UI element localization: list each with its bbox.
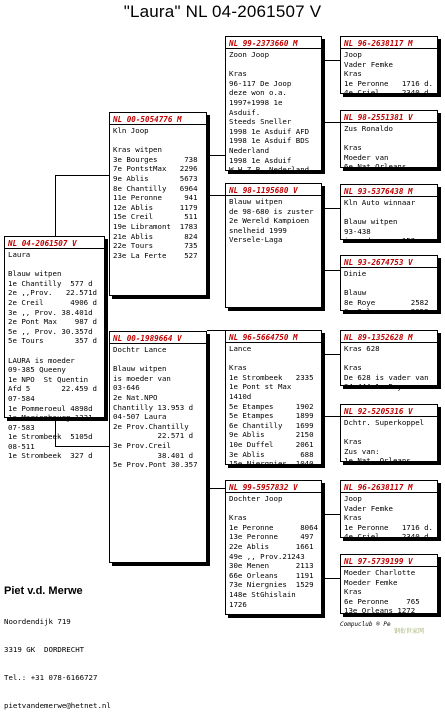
page-title: "Laura" NL 04-2061507 V (123, 2, 322, 21)
pedigree-card-sdd (340, 255, 438, 317)
breeder-phone: Tel.: +31 078-6166727 (4, 673, 98, 683)
connector-line (322, 514, 340, 515)
connector-line (55, 175, 56, 236)
card-details: Moeder Charlotte Moeder Femke Kras 6e Peronne 765 13e Orleans 1272 (344, 568, 420, 616)
connector-line (322, 208, 340, 209)
pedigree-card-ddd (340, 554, 438, 614)
card-details: Zus Ronaldo Kras Moeder van 6e Nat.Orleans (344, 124, 407, 172)
card-details: Blauw witpen de 98-680 is zuster 2e Wereld Kampioen snelheid 1999 Versele-Laga (229, 197, 314, 245)
watermark: 钢衔世家网 (394, 628, 425, 635)
connector-line (322, 416, 340, 417)
connector-line (322, 578, 340, 579)
ring-number: NL 99-5957832 V (226, 481, 321, 493)
card-details: Joop Vader Femke Kras 1e Peronne 1716 d. 4e Criel 2340 d. (344, 494, 433, 542)
pedigree-card-dds (340, 480, 438, 542)
connector-line (207, 155, 225, 156)
breeder-name: Piet v.d. Merwe (4, 584, 83, 597)
pedigree-card-sire-sire (225, 36, 322, 175)
pedigree-card-sss (340, 36, 438, 98)
connector-line (322, 122, 340, 123)
ring-number: NL 96-2638117 M (341, 481, 437, 493)
card-details: Lance Kras 1e Strombeek 2335 1e Pont st Max 1410d 5e Etampes 1902 5e Etampes 1899 6e Chantilly 1699 9e Ablis 2150 10e Duffel 2061 3e Ablis 688 15e Niergnies 1040 (229, 344, 314, 469)
connector-line (55, 175, 109, 176)
ring-number: NL 96-5664750 M (226, 331, 321, 343)
pedigree-card-dam-sire (225, 330, 322, 469)
connector-line (322, 270, 340, 271)
ring-number: NL 98-2551381 V (341, 111, 437, 123)
ring-number: NL 04-2061507 V (5, 237, 104, 249)
ring-number: NL 96-2638117 M (341, 37, 437, 49)
ring-number: NL 00-5054776 M (110, 113, 206, 125)
card-details: Kras 628 Kras De 628 is vader van 94-444 1e Roye (344, 344, 429, 392)
pedigree-card-dss (340, 330, 438, 392)
breeder-address: Noordendijk 719 (4, 616, 71, 626)
card-details: Kln Joop Kras witpen 3e Bourges 738 7e PontstMax 2296 9e Ablis 5673 8e Chantilly 6964 11e Peronne 941 12e Ablis 1179 15e Creil 511 19e Libramont 1783 21e Ablis 824 22e Tours 735 23e La Ferte 527 (113, 126, 198, 260)
card-details: Dchtr. Superkoppel Kras Zus van: 1e Nat. Orleans (344, 418, 425, 466)
ring-number: NL 93-2674753 V (341, 256, 437, 268)
pedigree-card-dam-dam (225, 480, 322, 615)
ring-number: NL 00-1989664 V (110, 332, 206, 344)
card-details: Dochter Joop Kras 1e Peronne 8064 13e Peronne 497 22e Ablis 1661 49e ,, Prov.21243 30e Menen 2113 66e Orleans 1191 73e Niergnies 1529 148e StGhislain 1726 (229, 494, 318, 609)
card-details: Laura Blauw witpen 1e Chantilly 577 d 2e ,,Prov. 22.571d 2e Creil 4906 d 3e ,, Prov. 38.401d 2e Pont Max 987 d 5e ,, Prov. 30.357d 5e Tours 357 d LAURA is moeder 09-385 Queeny 1e NPO St Quentin Afd 5 22.459 d 07-584 1e Pommeroeul 4898d 1e Marienbourg 1231 07-583 1e Strombeek 5105d 08-511 1e Strombeek 327 d (8, 250, 97, 461)
pedigree-card-dam (109, 331, 207, 563)
card-details: Kln Auto winnaar Blauw witpen 93-438 is vader van 159 (344, 198, 416, 246)
connector-line (207, 488, 225, 489)
pedigree-card-ssd (340, 110, 438, 172)
pedigree-card-sire-dam (225, 183, 322, 308)
breeder-city: 3319 GK DORDRECHT (4, 644, 85, 654)
pedigree-card-subject (4, 236, 105, 461)
ring-number: NL 92-5205316 V (341, 405, 437, 417)
connector-line (322, 354, 340, 355)
connector-line (207, 330, 225, 331)
ring-number: NL 98-1195680 V (226, 184, 321, 196)
card-details: Zoon Joop Kras 96-117 De Joop deze won o.a. 1997+1998 1e Asduif. Steeds Sneller 1998 1e Asduif AFD 1998 1e Asduif BDS Nederland 1998 1e Asduif W.H.Z.B. Nederland (229, 50, 310, 175)
connector-line (207, 195, 225, 196)
pedigree-card-sire (109, 112, 207, 296)
footer-credit: Compuclub ® Pe (340, 621, 391, 628)
ring-number: NL 89-1352628 M (341, 331, 437, 343)
card-details: Dochtr Lance Blauw witpen is moeder van 03-646 2e Nat.NPO Chantilly 13.953 d 04-507 Laura 2e Prov.Chantilly 22.571 d 3e Prov.Creil 38.401 d 5e Prov.Pont 30.357 (113, 345, 198, 470)
card-details: Dinie Blauw 8e Roye 2582 8e Orleans 2353 (344, 269, 429, 317)
card-details: Joop Vader Femke Kras 1e Peronne 1716 d. 4e Criel 2340 d. (344, 50, 433, 98)
ring-number: NL 99-2373660 M (226, 37, 321, 49)
ring-number: NL 93-5376438 M (341, 185, 437, 197)
pedigree-card-sds (340, 184, 438, 246)
breeder-info (4, 566, 111, 720)
connector-line (322, 60, 340, 61)
pedigree-card-dsd (340, 404, 438, 466)
breeder-email: pietvandemerwe@hetnet.nl (4, 701, 111, 711)
ring-number: NL 97-5739199 V (341, 555, 437, 567)
